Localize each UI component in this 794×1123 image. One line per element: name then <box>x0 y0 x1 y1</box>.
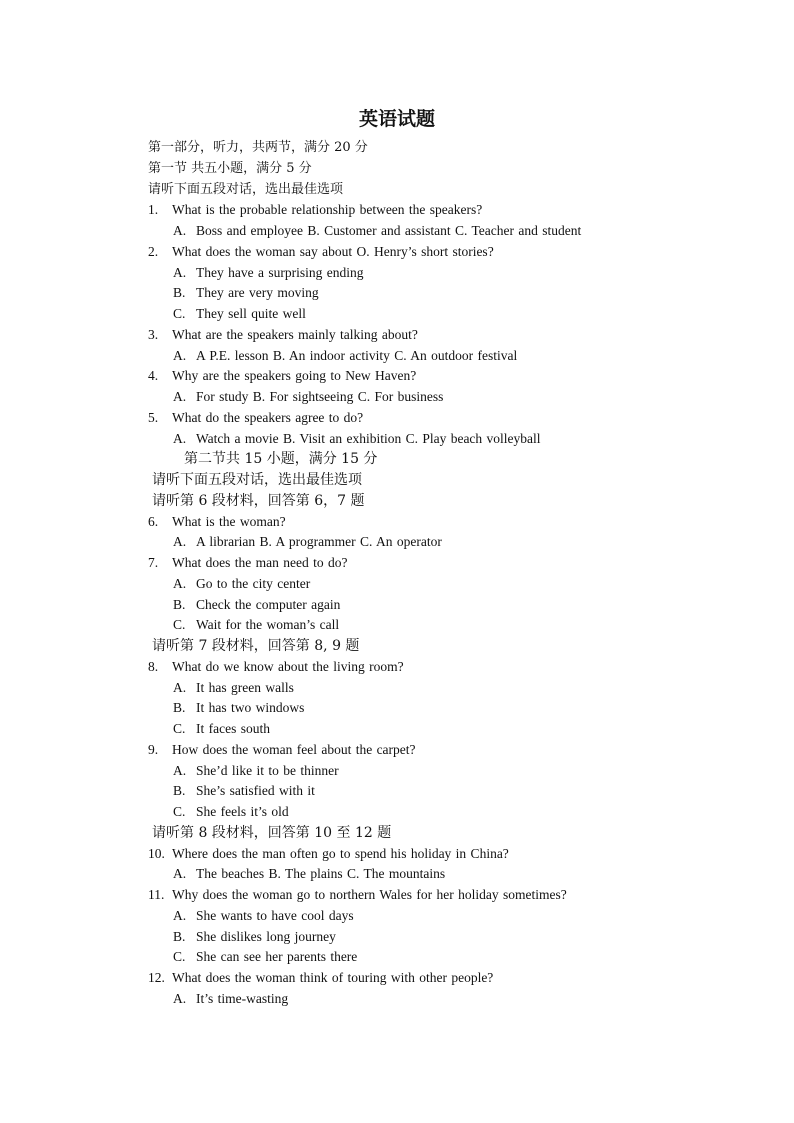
option-text: A librarian B. A programmer C. An operator <box>196 534 442 550</box>
answer-option <box>0 532 794 553</box>
question-text: What does the man need to do? <box>172 555 348 570</box>
section-heading: 第一部分，听力，共两节，满分 20 分 <box>148 140 368 155</box>
question-number: 1. <box>148 202 159 218</box>
option-label: A. <box>173 223 187 238</box>
answer-option <box>0 989 794 1010</box>
option-text: She dislikes long journey <box>196 928 336 944</box>
option-label: A. <box>173 534 187 550</box>
section-heading: 请听第 6 段材料，回答第 6，7 题 <box>152 492 365 509</box>
option-label: C. <box>173 949 186 965</box>
answer-option <box>0 221 794 242</box>
option-label: B. <box>173 700 186 716</box>
question-text: What are the speakers mainly talking about? <box>172 326 418 342</box>
question-number: 6. <box>148 513 159 529</box>
question-list <box>0 138 794 1010</box>
question-item <box>0 657 794 678</box>
option-text: She’d like it to be thinner <box>196 762 339 778</box>
answer-option <box>0 761 794 782</box>
answer-option <box>0 304 794 325</box>
question-text: What does the woman think of touring with other people? <box>172 970 494 985</box>
question-item <box>0 844 794 865</box>
option-text: It has two windows <box>196 700 305 716</box>
option-text: The beaches B. The plains C. The mountains <box>196 866 446 882</box>
option-text: They have a surprising ending <box>196 264 364 280</box>
option-text: They are very moving <box>196 285 319 301</box>
section-heading: 请听第 8 段材料，回答第 10 至 12 题 <box>152 824 392 841</box>
answer-option <box>0 906 794 927</box>
answer-option <box>0 802 794 823</box>
answer-option <box>0 387 794 408</box>
question-text: Why are the speakers going to New Haven? <box>172 368 417 384</box>
question-number: 9. <box>148 741 159 757</box>
option-label: B. <box>173 596 186 612</box>
section-heading: 第二节共 15 小题，满分 15 分 <box>184 451 378 468</box>
answer-option <box>0 263 794 284</box>
question-number: 2. <box>148 243 159 259</box>
option-text: She feels it’s old <box>196 804 289 819</box>
option-label: A. <box>173 347 187 363</box>
question-text: What does the woman say about O. Henry’s short stories? <box>172 243 494 259</box>
section-heading: 第一节 共五小题，满分 5 分 <box>148 160 312 176</box>
option-text: She wants to have cool days <box>196 907 354 923</box>
question-item <box>0 366 794 387</box>
option-text: For study B. For sightseeing C. For business <box>196 389 444 404</box>
question-number: 3. <box>148 326 159 342</box>
option-text: A P.E. lesson B. An indoor activity C. An outdoor festival <box>196 347 518 363</box>
answer-option <box>0 429 794 450</box>
question-text: What is the probable relationship between the speakers? <box>172 202 483 218</box>
question-text: Why does the woman go to northern Wales for her holiday sometimes? <box>172 887 567 902</box>
question-item <box>0 885 794 906</box>
answer-option <box>0 781 794 802</box>
option-label: B. <box>173 285 186 301</box>
question-item <box>0 325 794 346</box>
answer-option <box>0 595 794 616</box>
question-text: Where does the man often go to spend his holiday in China? <box>172 845 509 861</box>
option-label: A. <box>173 866 187 882</box>
option-label: B. <box>173 928 186 944</box>
question-text: What do we know about the living room? <box>172 658 404 674</box>
question-number: 8. <box>148 658 159 674</box>
section-heading: 请听下面五段对话，选出最佳选项 <box>148 181 344 197</box>
option-text: She’s satisfied with it <box>196 783 315 799</box>
option-text: It’s time-wasting <box>196 990 289 1006</box>
option-text: Go to the city center <box>196 575 311 591</box>
option-label: A. <box>173 575 187 591</box>
option-label: A. <box>173 990 187 1006</box>
question-number: 4. <box>148 368 159 384</box>
answer-option <box>0 927 794 948</box>
option-text: She can see her parents there <box>196 949 358 965</box>
question-item <box>0 408 794 429</box>
question-item <box>0 242 794 263</box>
option-text: It has green walls <box>196 679 294 695</box>
option-label: C. <box>173 617 186 633</box>
answer-option <box>0 698 794 719</box>
question-item <box>0 512 794 533</box>
option-label: A. <box>173 907 187 923</box>
option-text: Boss and employee B. Customer and assistant C. Teacher and student <box>196 223 582 238</box>
option-text: They sell quite well <box>196 306 306 321</box>
answer-option <box>0 346 794 367</box>
option-label: C. <box>173 804 186 819</box>
option-label: C. <box>173 721 186 736</box>
answer-option <box>0 719 794 740</box>
option-label: A. <box>173 389 187 404</box>
question-text: How does the woman feel about the carpet? <box>172 741 416 757</box>
section-heading: 请听下面五段对话，选出最佳选项 <box>152 472 362 488</box>
question-number: 10. <box>148 845 165 861</box>
answer-option <box>0 574 794 595</box>
page-title: 英语试题 <box>358 108 435 130</box>
answer-option <box>0 283 794 304</box>
option-label: A. <box>173 762 187 778</box>
answer-option <box>0 678 794 699</box>
option-label: A. <box>173 430 187 446</box>
question-number: 5. <box>148 409 159 425</box>
question-number: 7. <box>148 555 159 570</box>
option-text: Check the computer again <box>196 596 341 612</box>
option-text: Wait for the woman’s call <box>196 617 340 633</box>
answer-option <box>0 864 794 885</box>
answer-option <box>0 947 794 968</box>
question-item <box>0 968 794 989</box>
option-label: A. <box>173 264 187 280</box>
option-label: A. <box>173 679 187 695</box>
option-label: B. <box>173 783 186 799</box>
question-text: What is the woman? <box>172 513 286 529</box>
answer-option <box>0 615 794 636</box>
question-number: 11. <box>148 887 165 902</box>
option-text: It faces south <box>196 721 270 736</box>
section-heading: 请听第 7 段材料，回答第 8, 9 题 <box>152 638 360 654</box>
option-text: Watch a movie B. Visit an exhibition C. Play beach volleyball <box>196 430 541 446</box>
question-item <box>0 740 794 761</box>
question-item <box>0 553 794 574</box>
question-text: What do the speakers agree to do? <box>172 409 364 425</box>
option-label: C. <box>173 306 186 321</box>
question-number: 12. <box>148 970 165 985</box>
question-item <box>0 200 794 221</box>
